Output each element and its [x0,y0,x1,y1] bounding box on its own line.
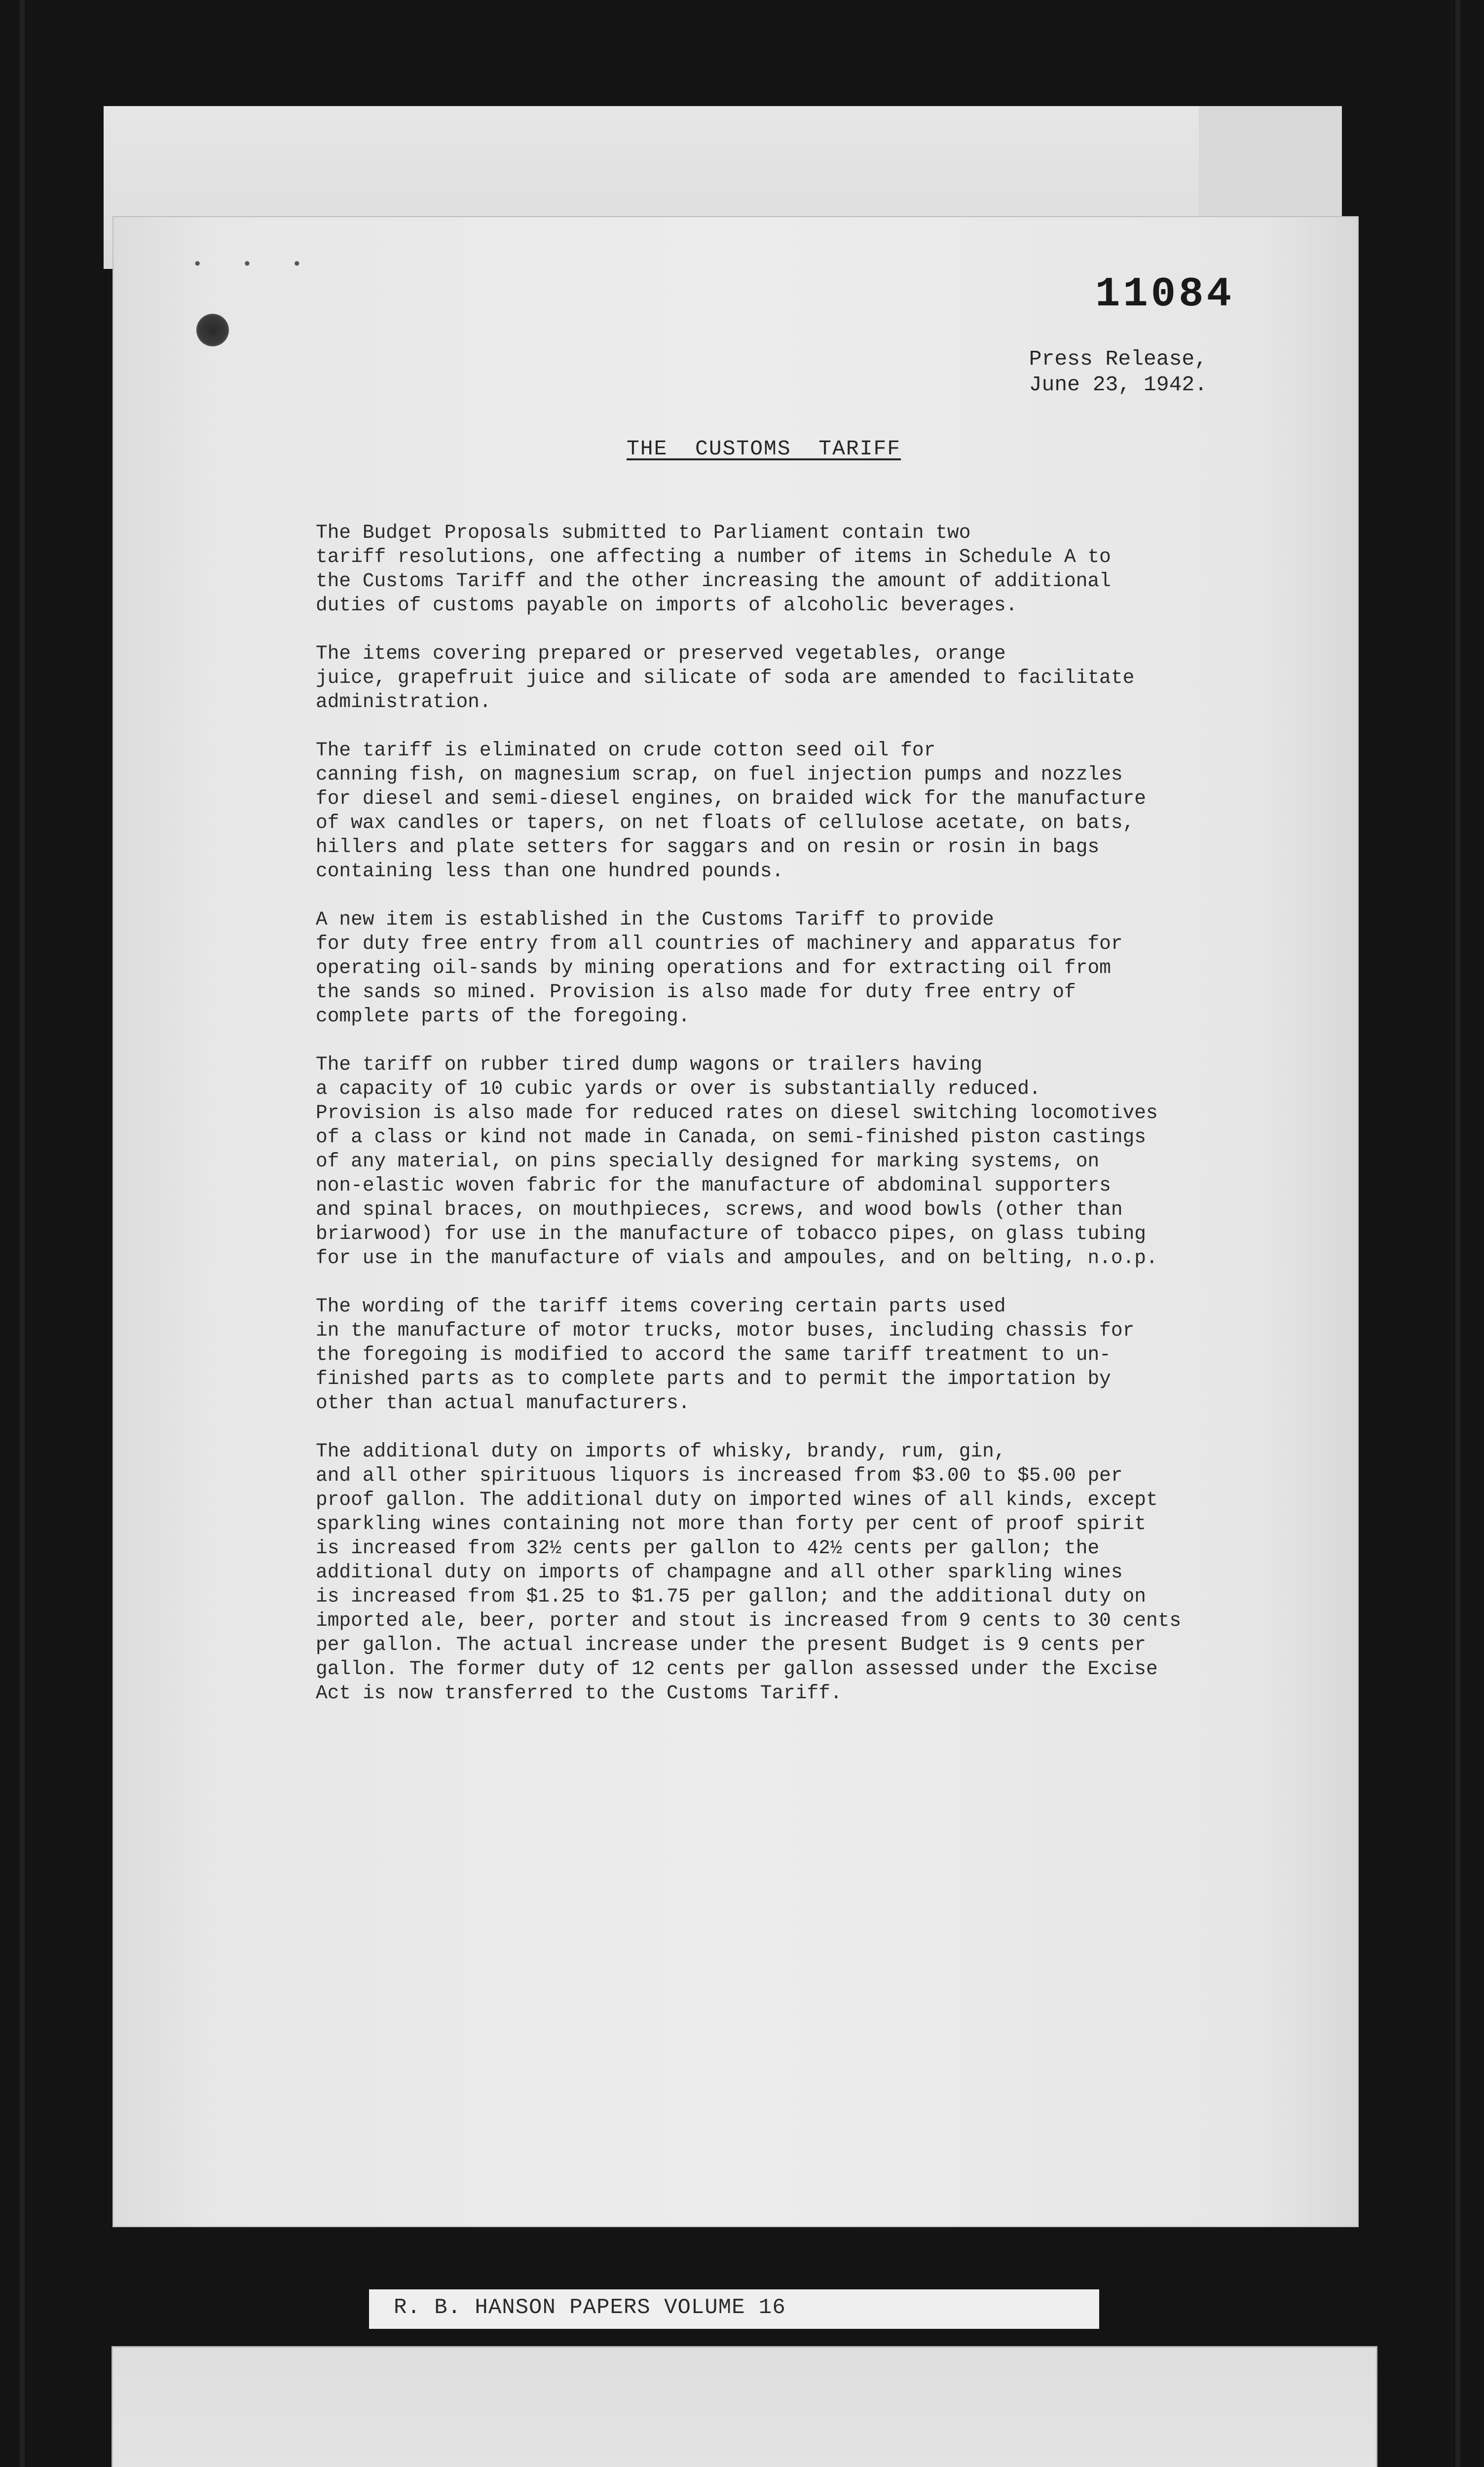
release-header [1029,346,1207,398]
page-specks: • • • [192,256,317,274]
archive-card [111,2346,1377,2467]
document-number: 11084 [1095,271,1234,318]
volume-label [369,2289,1099,2329]
film-edge-left [20,0,25,2467]
release-type: Press Release, [1029,347,1207,371]
paragraph-new-item: A new item is established in the Customs Tariff to provide for duty free entry from all countries of machinery and apparatus for operating oil-sands by mining operations and for extracting oil from the sands so mined. Provision is also made for duty free entry of complete parts of the foregoing. [316,908,1123,1027]
paragraph-budget-proposals: The Budget Proposals submitted to Parliament contain two tariff resolutions, one affecting a number of items in Schedule A to the Customs Tariff and the other increasing the amount of additional duties of customs payable on imports of alcoholic beverages. [316,522,1111,616]
paragraph-motor-trucks: The wording of the tariff items covering certain parts used in the manufacture of motor trucks, motor buses, including chassis for the foregoing is modified to accord the same tariff treatment to un- finished parts as to complete parts and to permit the importation by other than actual manufacturers. [316,1295,1135,1414]
volume-label-text: R. B. HANSON PAPERS VOLUME 16 [394,2295,786,2320]
paragraph-reduced-rates: The tariff on rubber tired dump wagons or trailers having a capacity of 10 cubic yards or over is substantially reduced. Provision is also made for reduced rates on diesel switching locomotives of a class or kind not made in Canada, on semi-finished piston castings of any material, on pins specially designed for marking systems, on non-elastic woven fabric for the manufacture of abdominal supporters and spinal braces, on mouthpieces, screws, and wood bowls (other than briarwood) for use in the manufacture of tobacco pipes, on glass tubing for use in the manufacture of vials and ampoules, and on belting, n.o.p. [316,1053,1158,1269]
film-edge-right [1455,0,1460,2467]
paragraph-alcohol-duty: The additional duty on imports of whisky, brandy, rum, gin, and all other spirituous liquors is increased from $3.00 to $5.00 per proof gallon. The additional duty on imported wines of all kinds, except sparkling wines containing not more than forty per cent of proof spirit is increased from 32½ cents per gallon to 42½ cents per gallon; the additional duty on imports of champagne and all other sparkling wines is increased from $1.25 to $1.75 per gallon; and the additional duty on imported ale, beer, porter and stout is increased from 9 cents to 30 cents per gallon. The actual increase under the present Budget is 9 cents per gallon. The former duty of 12 cents per gallon assessed under the Excise Act is now transferred to the Customs Tariff. [316,1440,1182,1704]
punch-hole [196,314,229,346]
paragraph-amended-items: The items covering prepared or preserved vegetables, orange juice, grapefruit juice and silicate of soda are amended to facilitate administration. [316,642,1135,713]
release-date: June 23, 1942. [1029,373,1207,397]
document-title: THE CUSTOMS TARIFF [627,437,901,461]
document-body [316,521,1268,1729]
paragraph-tariff-eliminated: The tariff is eliminated on crude cotton seed oil for canning fish, on magnesium scrap, on fuel injection pumps and nozzles for diesel and semi-diesel engines, on braided wick for the manufacture of wax candles or tapers, on net floats of cellulose acetate, on bats, hillers and plate setters for saggars and on resin or rosin in bags containing less than one hundred pounds. [316,739,1146,882]
